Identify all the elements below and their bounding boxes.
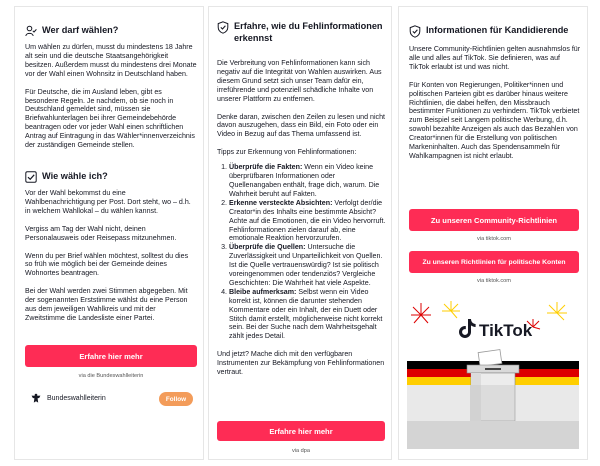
shield-check-icon [409, 25, 421, 38]
paragraph: Unsere Community-Richtlinien gelten ausnahmslos für alle und alles auf TikTok. Sie definieren, was auf TikTok erlaubt ist und was nicht. [409, 45, 581, 71]
follow-button[interactable]: Follow [159, 392, 193, 406]
source-account[interactable] [31, 393, 106, 404]
ground [407, 421, 579, 449]
section-how-to-vote [25, 171, 197, 323]
card-voting-info [14, 6, 204, 460]
eagle-icon [31, 393, 41, 404]
paragraph: Vor der Wahl bekommst du eine Wahlbenachrichtigung per Post. Dort steht, wo – d.h. in welchem Wahllokal – du wählen kannst. [25, 189, 191, 215]
section-who-can-vote [25, 25, 197, 150]
learn-more-button[interactable]: Erfahre hier mehr [25, 345, 197, 367]
via-source: via dpa [291, 448, 311, 454]
shield-check-icon [217, 21, 229, 34]
card-title: Erfahre, wie du Fehlinformationen erkennst [234, 21, 383, 43]
account-name[interactable]: Bundeswahlleiterin [47, 395, 106, 402]
section-title: Wer darf wählen? [42, 25, 119, 35]
via-source: via die Bundeswahlleiterin [78, 373, 144, 379]
card-header [409, 25, 581, 38]
card-candidates [398, 6, 588, 460]
paragraph: Für Deutsche, die im Ausland leben, gibt es besondere Regeln. Je nachdem, ob sie noch in Deutschland gemeldet sind, müssen sie Briefwahlunterlagen bei ihrer Gemeindebehörde beantragen oder vor jeder Wahl einen schriftlichen Antrag auf Eintragung in das Wähler*innenverzeichnis der zuständigen Gemeinde stellen. [25, 87, 195, 150]
list-item: 1. Überprüfe die Fakten: Wenn ein Video keine überprüfbaren Informationen oder Quellenangaben enthält, frage dich, warum. Die Wahrheit beruht auf Fakten. [229, 163, 387, 199]
tips-list [217, 163, 387, 341]
tiktok-election-illustration [407, 299, 579, 449]
backdrop [407, 385, 579, 421]
political-accounts-guidelines-button[interactable]: Zu unseren Richtlinien für politische Konten [409, 251, 579, 273]
list-item: 4. Bleibe aufmerksam: Selbst wenn ein Video korrekt ist, können die darunter stehenden Kommentare oder ein Inhalt, der ein Duett oder Stitch damit erstellt, möglicherweise nicht korrekt sein. Bei der Suche nach dem Wahrheitsgehalt zählt jedes Detail. [229, 288, 387, 341]
tiktok-logo [459, 319, 476, 338]
tips-intro: Tipps zur Erkennung von Fehlinformationen: [217, 148, 357, 157]
firework-icon [547, 302, 567, 320]
paragraph: Und jetzt? Mache dich mit den verfügbaren Instrumenten zur Bekämpfung von Fehlinformationen vertraut. [217, 350, 385, 377]
paragraph: Für Konten von Regierungen, Politiker*innen und politischen Parteien gibt es darüber hinaus weitere Richtlinien, die dabei helfen, den Missbrauch bestimmter Funktionen zu verhindern. TikTok verbietet zum Beispiel seit Langem politische Werbung, d.h. sowohl bezahlte Anzeigen als auch das Bezahlen von Creator*innen für die Erstellung von politischen Markeninhalten. Auch das Spendensammeln für Wahlkampagnen ist nicht erlaubt. [409, 80, 580, 160]
via-source: via tiktok.com [477, 278, 511, 284]
list-item: 3. Überprüfe die Quellen: Untersuche die Zuverlässigkeit und Unparteilichkeit von Quellen. Ist die Quelle vertrauenswürdig? Ist sie politisch voreingenommen oder tendenziös? Vergleiche Geschichten: Die Wahrheit hat viele Aspekte. [229, 243, 387, 288]
election-hero-graphic [407, 299, 579, 449]
card-title: Informationen für Kandidierende [426, 25, 569, 35]
paragraph: Wenn du per Brief wählen möchtest, solltest du dies so früh wie möglich bei der Gemeinde deines Wohnortes beantragen. [25, 251, 189, 278]
card-misinformation [208, 6, 392, 460]
via-source: via tiktok.com [477, 236, 511, 242]
paragraph: Bei der Wahl werden zwei Stimmen abgegeben. Mit der sogenannten Erststimme wählst du eine Person aus dem jeweiligen Wahlkreis und mit der Zweitstimme die Landesliste einer Partei. [25, 287, 188, 322]
list-item: 2. Erkenne versteckte Absichten: Verfolgt der/die Creator*in des Inhalts eine bestimmte Absicht? Achte auf die Emotionen, die ein Video hervorruft. Fehlinformationen zielen darauf ab, eine emotionale Reaktion hervorzurufen. [229, 199, 387, 244]
learn-more-button[interactable]: Erfahre hier mehr [217, 421, 385, 441]
paragraph: Die Verbreitung von Fehlinformationen kann sich negativ auf die Integrität von Wahlen auswirken. Aus diesem Grund setzt sich unser Team dafür ein, irreführende und potenziell schädliche Inhalte von unserer Plattform zu entfernen. [217, 59, 382, 103]
checkbox-icon [25, 171, 37, 183]
person-check-icon [25, 25, 37, 37]
paragraph: Vergiss am Tag der Wahl nicht, deinen Personalausweis oder Reisepass mitzunehmen. [25, 224, 177, 242]
paragraph: Um wählen zu dürfen, musst du mindestens 18 Jahre alt sein und die deutsche Staatsangehörigkeit besitzen. Außerdem musst du mindestens drei Monate vor der Wahl einen Wohnsitz in Deutschland haben. [25, 43, 197, 78]
card-header [217, 21, 387, 44]
firework-icon [411, 303, 431, 323]
community-guidelines-button[interactable]: Zu unseren Community-Richtlinien [409, 209, 579, 231]
brand-name: TikTok [479, 321, 533, 340]
section-title: Wie wähle ich? [42, 171, 108, 181]
firework-icon [442, 301, 460, 318]
paragraph: Denke daran, zwischen den Zeilen zu lesen und nicht davon auszugehen, dass ein Bild, ein Foto oder ein Video in Bezug auf das Thema umfassend ist. [217, 112, 385, 139]
card-body [217, 59, 387, 377]
card-body [409, 45, 581, 161]
